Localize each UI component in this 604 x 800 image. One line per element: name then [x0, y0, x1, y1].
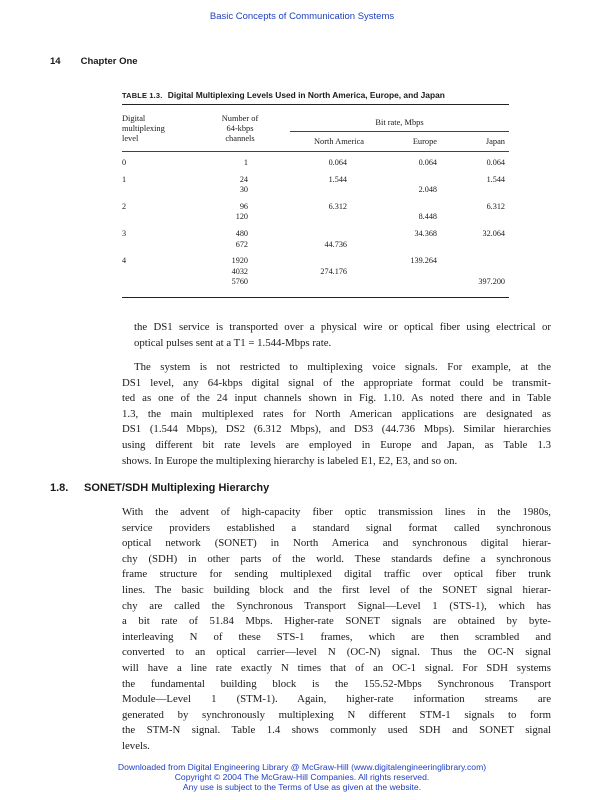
header-north-america: North America [314, 137, 364, 146]
table-cell-eu: 8.448 [418, 212, 437, 222]
footer-download-line[interactable]: Downloaded from Digital Engineering Library @ McGraw-Hill (www.digitalengineeringlibrary.com) [117, 762, 487, 772]
paragraph-sonet-sdh [122, 505, 551, 755]
table-cell-jp: 397.200 [478, 277, 505, 287]
text-line: converted to an optical carrier—level N (OC-N) signal. Thus the OC-N signal [122, 646, 551, 659]
page-number: 14 [50, 56, 61, 67]
table-cell-channels: 4032 [231, 266, 248, 276]
chapter-label: Chapter One [80, 56, 138, 67]
table-cell-level: 4 [122, 256, 127, 266]
table-cell-channels: 30 [239, 185, 248, 195]
table-header-rule [122, 151, 509, 152]
header-channels: Number of 64-kbps channels [221, 114, 259, 143]
text-line: service providers established a standard signal format called synchronous [122, 521, 551, 534]
table-cell-channels: 120 [235, 212, 248, 222]
table-label: TABLE 1.3. [122, 91, 163, 100]
table-cell-na: 44.736 [324, 239, 347, 249]
table-caption [122, 90, 497, 100]
text-line: chy are called the Synchronous Transport Signal—Level 1 (STS-1), which has [122, 599, 551, 612]
bitrate-span-rule [290, 131, 509, 132]
table-cell-eu: 139.264 [410, 256, 437, 266]
text-line: 1.3, the main multiplexed rates for North American applications are designated as [122, 407, 551, 420]
table-cell-eu: 2.048 [418, 185, 437, 195]
table-cell-level: 3 [122, 229, 127, 238]
running-head [50, 56, 138, 67]
table-cell-channels: 24 [239, 174, 248, 184]
table-caption-text: Digital Multiplexing Levels Used in North America, Europe, and Japan [167, 90, 445, 100]
page-header-title: Basic Concepts of Communication Systems [209, 11, 395, 22]
text-line: will have a line rate exactly N times that of an OC-1 signal. For SDH systems [122, 661, 551, 674]
header-japan: Japan [485, 137, 505, 146]
section-number: 1.8. [50, 482, 69, 494]
header-bitrate: Bit rate, Mbps [375, 118, 424, 127]
table-cell-eu: 0.064 [418, 158, 437, 167]
table-cell-channels: 480 [235, 229, 248, 238]
table-cell-jp: 0.064 [486, 158, 505, 167]
footer-terms-line[interactable]: Any use is subject to the Terms of Use as given at the website. [182, 782, 422, 792]
text-line: optical pulses sent at a T1 = 1.544-Mbps rate. [134, 336, 332, 349]
paragraph-ds1-continuation [134, 320, 551, 351]
table-bottom-rule [122, 297, 509, 298]
text-line: chy (SDH) in other parts of the world. These standards define a synchronous [122, 552, 551, 565]
table-cell-na: 6.312 [328, 201, 347, 211]
text-line: optical network (SONET) in North America and synchronous digital hierar- [122, 537, 551, 550]
text-line: generated by synchronously multiplexing N different STM-1 signals to form [122, 708, 551, 721]
table-cell-level: 0 [122, 158, 127, 167]
text-line: using different bit rate levels are employed in Europe and Japan, as Table 1.3 [122, 438, 551, 451]
text-line: ted as one of the 24 input channels shown in Fig. 1.10. As noted there and in Table [122, 392, 551, 405]
header-level: Digital multiplexing level [122, 114, 165, 143]
text-line: With the advent of high-capacity fiber optic transmission lines in the 1980s, [122, 506, 551, 518]
footer-copyright-line: Copyright © 2004 The McGraw-Hill Companies. All rights reserved. [174, 772, 430, 782]
text-line: the DS1 service is transported over a physical wire or optical fiber using electrical or [134, 321, 551, 333]
text-line: the fundamental building block is the 155.52-Mbps Synchronous Transport [122, 677, 551, 690]
table-cell-na: 1.544 [328, 174, 347, 184]
text-line: interleaving N of these STS-1 frames, which are then scrambled and [122, 630, 551, 643]
table-cell-channels: 1 [243, 158, 248, 167]
text-line: the STM-N signal. Table 1.4 shows commonly used SDH and SONET signal [122, 724, 551, 737]
table-top-rule [122, 104, 509, 105]
table-cell-eu: 34.368 [414, 229, 437, 238]
section-heading [50, 482, 269, 494]
table-cell-level: 2 [122, 201, 127, 211]
table-cell-jp: 1.544 [486, 174, 505, 184]
paragraph-multiplexing [122, 360, 551, 469]
text-line: frame structure for sending multiplexed digital traffic over optical fiber trunk [122, 568, 551, 581]
table-cell-channels: 5760 [231, 277, 248, 287]
text-line: Module—Level 1 (STM-1). Again, higher-rate information streams are [122, 693, 551, 706]
table-cell-channels: 1920 [231, 256, 248, 266]
table-cell-channels: 96 [239, 201, 248, 211]
table-cell-channels: 672 [235, 239, 248, 249]
text-line: lines. The basic building block and the first level of the SONET signal hierar- [122, 583, 551, 596]
table-cell-na: 0.064 [328, 158, 347, 167]
header-europe: Europe [412, 137, 437, 146]
table-cell-jp: 6.312 [486, 201, 505, 211]
text-line: DS1 (1.544 Mbps), DS2 (6.312 Mbps), and DS3 (44.736 Mbps). Similar hierarchies [122, 423, 551, 436]
text-line: shows. In Europe the multiplexing hierarchy is labeled E1, E2, E3, and so on. [122, 454, 458, 467]
table-cell-level: 1 [122, 174, 127, 184]
section-title: SONET/SDH Multiplexing Hierarchy [84, 482, 270, 494]
text-line: The system is not restricted to multiplexing voice signals. For example, at the [134, 361, 551, 373]
text-line: levels. [122, 739, 150, 752]
page-footer [0, 762, 604, 792]
text-line: a bit rate of 51.84 Mbps. Higher-rate SONET signals are obtained by byte- [122, 615, 551, 628]
text-line: DS1 level, any 64-kbps digital signal of the appropriate format could be transmit- [122, 376, 551, 389]
table-cell-na: 274.176 [320, 266, 347, 276]
table-cell-jp: 32.064 [482, 229, 505, 238]
